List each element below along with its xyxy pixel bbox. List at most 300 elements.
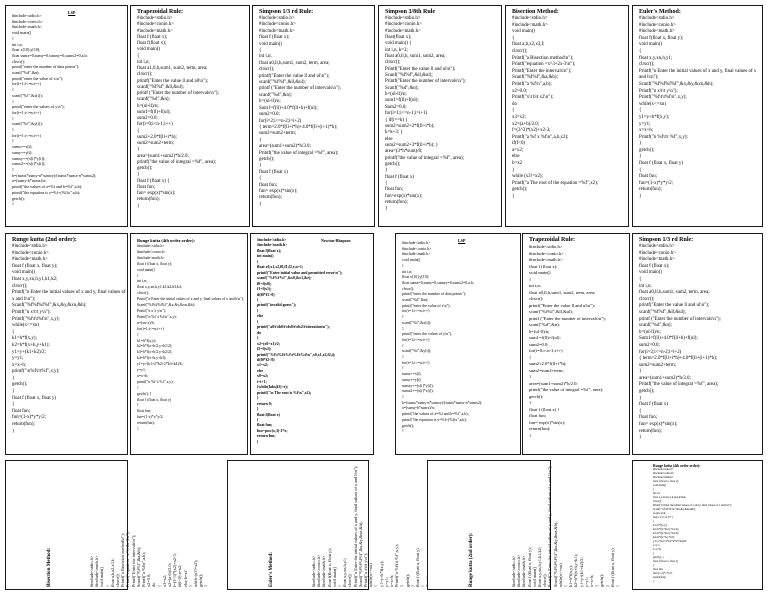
code-line: float fun;: [259, 182, 278, 188]
code-line: {: [420, 584, 426, 587]
code-line: fun=(1-x)*y*y/2;: [12, 415, 46, 421]
code-line: printf("enter the values of y\n");: [402, 332, 453, 337]
code-line: float a0,ll,h,sum1, sum2, term, area;: [529, 289, 596, 295]
code-line: n=(xn-x)/h;: [653, 512, 666, 515]
code-line: sum2=sum2+term;: [639, 362, 677, 368]
code-line: {: [402, 366, 404, 371]
card-bisection: [505, 5, 629, 227]
code-line: printf("the value of integral =%f", area);: [385, 155, 464, 161]
code-line: }: [402, 355, 404, 360]
code-line: float x,y,xn,h,y1;: [639, 55, 673, 61]
card-code: [639, 16, 761, 201]
code-line: scanf("%d",&n);: [529, 322, 560, 327]
card-code: [137, 16, 249, 210]
code-line: printf("the values of a=%f and b=%f",a,b);: [12, 184, 83, 190]
code-line: f=(3^3)*(x2)+x2-3;: [512, 128, 551, 134]
code-line: getch();: [512, 187, 528, 193]
code-line: a=(sumy-b*sumx)/n;: [12, 178, 47, 184]
code-line: if(f<0): [512, 141, 526, 147]
code-line: }: [259, 201, 262, 207]
code-line: {: [529, 276, 532, 282]
code-line: k4=h*f(x+h,y+k3);: [137, 356, 167, 361]
code-line: x=x+h;: [639, 128, 654, 134]
code-line: y1=y+(k1+2*k2+2*k3+k4)/6;: [137, 362, 183, 367]
code-line: }: [259, 163, 262, 169]
code-line: #include<math.h>: [12, 24, 42, 30]
code-line: Printf("n x \t y\n");: [137, 308, 166, 313]
code-line: {: [639, 276, 642, 282]
code-line: printf("Enter initial value and permitted error\n");: [257, 270, 343, 275]
code-line: getch();: [198, 573, 204, 587]
code-line: #include<conio.h>: [529, 250, 564, 256]
code-line: }: [653, 580, 655, 583]
code-line: float x[10],y[10];: [402, 275, 430, 280]
code-line: sum2+2.0*f(ll+i*h);: [137, 134, 177, 140]
code-line: int main(): [257, 254, 274, 259]
code-line: #include<math.h>: [653, 476, 674, 479]
code-line: k1=h*f(x,y);: [12, 336, 37, 342]
code-line: scanf("%f%f",&ll,&ul);: [529, 309, 574, 314]
card-simpson-38: [378, 5, 502, 227]
code-line: x2=0.0;: [146, 573, 152, 587]
code-line: }: [604, 584, 610, 587]
card-title: Simpson 1/3 rd Rule:: [639, 237, 694, 243]
code-line: }: [12, 201, 14, 207]
code-line: if(f0*f2<0): [257, 357, 275, 362]
code-line: #include<conio.h>: [316, 554, 322, 587]
code-line: {: [12, 329, 15, 335]
code-line: for(i=0;i<n-1;i++): [137, 122, 173, 128]
code-line: scanf("%f",&y[i]);: [402, 349, 432, 354]
code-line: void main(): [639, 270, 662, 276]
code-line: float a0,ll,h,sum1, sum2, term, area;: [639, 290, 710, 296]
code-line: }: [137, 385, 139, 390]
code-line: float f (float x) {: [137, 178, 170, 184]
code-line: #include<stdio.h>: [311, 555, 316, 587]
code-line: {: [137, 403, 139, 408]
code-line: }: [529, 374, 532, 379]
code-line: }: [187, 584, 193, 587]
card-code: [653, 468, 753, 584]
code-line: sum1=f(ll)+f(ul);: [137, 109, 171, 115]
code-line: sum1=f(ll)+f(ul);: [529, 335, 561, 340]
code-line: {: [512, 108, 515, 114]
card-title: Euler's Method:: [269, 552, 274, 587]
card-runge-kutta-2: [5, 233, 128, 455]
card-code: [12, 13, 127, 207]
code-line: y1=y+(k1+k2)/2;: [578, 557, 584, 587]
code-line: getch(); }: [137, 391, 152, 396]
code-line: k3=h*f(x+h/2,y+k2/2);: [653, 532, 679, 535]
code-line: void main(): [653, 484, 667, 487]
code-line: fun=(1-x)*y*y/2;: [653, 572, 673, 575]
code-line: {: [373, 584, 379, 587]
code-line: scanf("%f",&x[i]);: [12, 92, 43, 98]
code-line: }: [402, 429, 404, 434]
code-line: }: [12, 375, 15, 381]
code-line: Scanf("%f%f%f%f",&x,&y,&xn,&h);: [552, 521, 558, 587]
code-line: k2=h*f(x+h/2,y+k1/2);: [137, 344, 173, 349]
card-title: Euler's Method:: [639, 9, 681, 15]
code-line: clrscr();: [542, 573, 548, 587]
code-line: x=x+h;: [589, 574, 595, 587]
code-line: fun=exp(x)*sin(x);: [385, 193, 423, 199]
code-line: float f (float x) {: [529, 406, 560, 412]
code-line: {: [639, 48, 642, 54]
code-line: x=x+h;: [389, 574, 395, 587]
code-line: {: [257, 319, 259, 324]
code-line: {: [639, 108, 642, 114]
code-line: while(x<=xn): [368, 563, 374, 587]
code-line: clrscr();: [529, 296, 544, 301]
code-line: }: [529, 432, 532, 438]
code-line: printf ("Enter the number of intervals\n");: [529, 315, 606, 321]
code-line: void main(): [12, 30, 32, 36]
code-line: float f (float x, float y);: [137, 261, 173, 266]
code-line: for(i=2;i<=n-2;i=i+2): [259, 118, 302, 124]
code-line: h=(ul-ll)/n;: [137, 103, 159, 109]
code-line: }: [257, 407, 259, 412]
code-line: return(fun);: [259, 195, 282, 201]
code-line: int i,n;: [137, 279, 147, 284]
code-line: {: [257, 259, 259, 264]
code-line: int i,n;: [402, 269, 413, 274]
code-line: printf ("Enter the number of intervals\n");: [137, 91, 219, 96]
code-line: if(f<0) a=x2;: [177, 564, 183, 587]
code-line: }: [257, 439, 259, 444]
code-line: return fun;: [257, 434, 276, 439]
code-line: clrscr();: [12, 283, 28, 289]
code-line: }: [639, 194, 642, 200]
code-line: clrscr();: [639, 62, 655, 68]
code-line: while(x<=xn): [557, 563, 563, 587]
code-line: float fun;: [653, 568, 664, 571]
card-trapezoidal: [130, 5, 250, 227]
code-line: printf("\n%f\t\t%f",x,y);: [12, 369, 60, 375]
code-line: area=(sum1+sum2)*h/2.0;: [529, 380, 578, 386]
code-line: a=(sumy-b*sumx)/n;: [402, 406, 435, 411]
card-newton-rhapson: [250, 233, 374, 455]
code-line: float a0,ll,h,sum1, sum2, term, area;: [259, 60, 330, 66]
code-line: printf("a0\t\tb0\t\tfx0\t\tfx2\t\titeration\n");: [257, 325, 330, 330]
code-line: Printf("n Enter the initial values of x and y, final values of x and h\n");: [639, 68, 758, 81]
code-line: Scanf("%f%f%f%f",&x,&y,&xn,&h);: [357, 521, 363, 587]
code-line: float fun;: [639, 415, 658, 421]
code-line: #include<conio.h>: [402, 246, 432, 251]
code-line: getch();: [259, 156, 275, 162]
code-line: void main(): [137, 47, 160, 53]
code-line: float f (float x, float y);: [653, 480, 679, 483]
code-line: sum2=sum2+term;: [137, 141, 175, 146]
code-line: float a,b,x2,x3,f;: [109, 558, 115, 587]
code-line: sum2=0.0;: [529, 341, 549, 347]
card-title: Trapezoidal Rule:: [529, 237, 576, 243]
code-line: getch(); }: [653, 556, 664, 559]
code-line: y=y1;: [137, 368, 146, 373]
code-line: sum2=0.0;: [259, 112, 280, 118]
code-line: float x,y,xn,h,y1;: [342, 557, 348, 587]
code-line: clrscr();: [402, 286, 415, 291]
code-line: float f (float x);: [137, 34, 168, 40]
code-line: #include<stdio.h>: [137, 16, 173, 21]
code-line: sum2=sum2+2*f(ll+i*h);: [385, 123, 435, 129]
code-line: #include<stdio.h>: [12, 244, 48, 249]
code-line: printf("n %f \t %f",x,y);: [137, 379, 174, 384]
code-line: Printf("n Enter the initial values of x and y, final values of x and h\n");: [12, 290, 127, 302]
code-line: fun= exp(x)*sin(x);: [259, 188, 298, 194]
code-line: Printf("n %f\t\t %f",x,y);: [394, 544, 400, 587]
code-line: x2=(x0+x1)/2;: [257, 341, 281, 346]
code-line: y1=y+h*f(x,y);: [378, 560, 384, 587]
code-line: }: [399, 584, 405, 587]
code-line: #include<stdio.h>: [259, 16, 295, 21]
code-line: void main(): [639, 42, 662, 48]
code-line: Printf("n x\t\t y\n");: [363, 552, 369, 587]
card-trapezoidal-2: [522, 233, 630, 455]
code-line: }: [12, 389, 15, 395]
code-line: float f (float x): [259, 169, 288, 175]
code-line: }: [137, 203, 140, 209]
code-line: getch();: [402, 423, 415, 428]
code-line: else b=x2: [182, 570, 188, 587]
code-line: }: [12, 98, 14, 104]
code-line: float f (float x);: [529, 263, 558, 269]
code-line: k=k+3; }: [385, 130, 403, 136]
code-line: #include<conio.h>: [639, 22, 676, 28]
code-line: scanf("%d",&n);: [259, 92, 292, 98]
code-line: sum1=f(ll)+f(ul);: [385, 98, 419, 104]
code-line: clrscr();: [259, 67, 275, 73]
code-line: printf("enter the number of data points");: [402, 292, 467, 297]
code-line: x0=x2;: [257, 374, 269, 379]
card-runge-kutta-4: [130, 233, 248, 455]
code-line: #include<stdio.h>: [89, 555, 94, 587]
code-line: f=(3^3)*(x2)+x2-3;: [172, 553, 178, 587]
code-line: #include<math.h>: [259, 28, 295, 34]
code-line: do: [512, 101, 517, 107]
code-line: float f (float x);: [639, 263, 670, 269]
code-line: return(fun);: [385, 199, 408, 205]
code-line: getch();: [639, 389, 655, 395]
code-line: for(i=1;i<=n;i++): [12, 81, 41, 87]
code-line: float x,y,xn,h,y1,k1,k2,k3,k4;: [653, 496, 686, 499]
code-line: #include<stdio.h>: [639, 244, 675, 249]
code-line: n=(xn-x)/h;: [137, 320, 155, 325]
code-line: printf("the equation is y=%f+(%f)x",a,b);: [12, 189, 81, 195]
code-line: printf ("Enter the number of intervals\n");: [639, 316, 721, 322]
code-line: Printf("n x\t\t y\n");: [639, 88, 678, 94]
code-line: Scanf("%f%f%f%f",&x,&y,&xn,&h);: [639, 81, 714, 87]
code-line: {: [104, 584, 110, 587]
code-line: }: [12, 127, 14, 133]
code-line: sum2=0.0;: [639, 342, 660, 348]
card-title: Runge kutta (4th order order):: [653, 464, 701, 468]
code-line: {: [12, 402, 15, 408]
code-line: {: [402, 263, 404, 268]
code-line: }: [385, 206, 388, 212]
code-line: #include<stdio.h>: [402, 241, 431, 245]
card-code: [402, 241, 520, 435]
code-line: getch();: [12, 382, 28, 388]
code-line: int i,n;: [259, 54, 272, 60]
code-line: }: [653, 552, 655, 555]
code-line: {: [563, 584, 569, 587]
code-line: x=x+h;: [12, 362, 27, 368]
code-line: x2=0.0;: [512, 88, 528, 94]
code-line: float a0,ll,h, sum1, sum2, area;: [385, 54, 446, 60]
code-line: return(fun);: [639, 187, 662, 193]
code-line: scanf("%f%f",&ll,&ul);: [137, 84, 184, 90]
code-line: getch();: [137, 166, 153, 171]
code-line: scanf("%d",&n);: [12, 70, 40, 76]
code-line: y=y1;: [383, 576, 389, 587]
code-line: #include<conio.h>: [385, 22, 422, 28]
code-line: Printf("equation =x^3+2x-3\n");: [512, 62, 576, 68]
code-line: #include<stdio.h>: [639, 16, 675, 21]
code-line: {: [653, 564, 655, 567]
code-line: i=i+1;: [257, 379, 267, 384]
code-line: Sum1=f(ll)+4.0*f(ll+h)+f(ul);: [639, 336, 698, 342]
code-line: #include<math.h>: [137, 28, 173, 34]
code-line: for(i=2;i<=n-2;i=i+2): [639, 349, 682, 355]
code-line: scanf("%f%f",&ll,&ul);: [259, 80, 306, 86]
code-line: Printf("Enter the intervals\n");: [130, 534, 136, 587]
code-line: float f (float x, float y): [653, 560, 679, 563]
code-line: }: [639, 369, 642, 375]
code-line: scanf("%f",&x[i]);: [402, 320, 432, 325]
code-line: return(fun);: [137, 197, 160, 203]
code-line: Printf("the value of integral =%f", area);: [639, 382, 719, 388]
code-line: {: [402, 315, 404, 320]
card-lsp-2: [395, 233, 521, 455]
code-line: {: [385, 180, 388, 186]
code-line: }: [639, 435, 642, 441]
code-line: getch();: [385, 161, 401, 167]
code-line: }: [512, 194, 515, 200]
code-line: Printf("Enter the intervals\n");: [512, 68, 572, 74]
code-line: #include<conio.h>: [516, 554, 522, 587]
code-line: float f (float x, float y);: [12, 263, 58, 269]
code-line: for(i=1;i<=n;i++): [402, 309, 430, 314]
code-line: else: [257, 368, 264, 373]
code-line: #include<conio.h>: [653, 472, 675, 475]
code-line: float f(float x): [257, 412, 280, 417]
code-line: x=x+h;: [137, 373, 149, 378]
code-line: {: [653, 520, 655, 523]
code-line: return(fun);: [529, 426, 551, 431]
code-line: { term=2.0*f(ll+i*h)+4.0*f(ll+(i+1)*h);: [639, 356, 718, 362]
code-line: y=y1;: [639, 121, 651, 127]
code-line: else: [385, 136, 393, 142]
code-line: void main(): [402, 258, 421, 263]
code-line: {: [529, 354, 532, 360]
rotated-text: [10, 531, 245, 587]
code-line: float x0,x1,x2,f0,f1,f2,e,n=1;: [257, 265, 304, 270]
code-line: scanf("%d",&n);: [137, 97, 170, 103]
code-line: y=y1;: [12, 356, 24, 362]
code-line: float fun;: [257, 423, 273, 428]
code-line: {: [639, 408, 642, 414]
code-line: fun= exp(x)*sin(x);: [639, 422, 678, 428]
code-line: sum2=sum2+term;: [259, 131, 297, 137]
code-line: {: [653, 488, 655, 491]
code-line: fun=(1-x)*y*y/2;: [137, 415, 164, 420]
code-line: y=y1;: [583, 576, 589, 587]
code-line: }: [639, 395, 642, 401]
code-line: #include<stdio.h>: [511, 555, 516, 587]
code-line: int i,n;: [12, 41, 23, 47]
code-line: x2=(a+b)/2.0;: [167, 563, 173, 587]
code-line: float fun;: [137, 184, 156, 190]
code-line: sum2+2.0*f(ll+i*h);: [529, 361, 567, 366]
code-line: }: [402, 394, 404, 399]
code-line: float f (float x, float y);: [526, 547, 532, 587]
code-line: scanf("%d",&n);: [402, 298, 429, 303]
code-line: printf("the values of a=%f and b=%f",a,b);: [402, 412, 469, 417]
code-line: getch();: [529, 393, 544, 399]
code-line: printf("Enter the value ll and ul\n");: [259, 73, 330, 79]
code-line: Printf("equation =x^3+2x-3\n");: [125, 531, 131, 587]
code-line: clrscr();: [512, 48, 528, 54]
code-line: fun= exp(x)*sin(x);: [529, 419, 566, 425]
code-line: int i,n;: [137, 59, 150, 65]
code-line: float f(float x, float y);: [639, 35, 684, 41]
code-line: #include<math.h>: [512, 22, 548, 28]
card-title: Runge kutta (2nd order):: [12, 237, 77, 243]
card-bisection-rotated: [5, 460, 209, 590]
code-line: printf("invalid guess");: [257, 303, 297, 308]
code-line: x3=x2;: [161, 574, 167, 587]
code-line: printf("Enter the value ll and ul\n");: [529, 302, 595, 308]
code-line: }: [402, 326, 404, 331]
code-line: Printf("n Enter the initial values of x and y, final values of x and h\n");: [352, 465, 358, 587]
code-line: sum2=sum2+3*f(ll+i*h); }: [385, 142, 439, 148]
code-line: k2=h*f(x+h,y+k1);: [573, 553, 579, 587]
code-line: Scanf("%f%f",&a,&b);: [512, 75, 558, 81]
code-line: Scanf("%f%f%f%f",&x,&y,&xn,&h);: [12, 303, 87, 309]
card-tag: Newton-Rhapson: [321, 238, 351, 243]
code-line: sum2=0.0;: [137, 116, 158, 121]
code-line: k2=h*f(x+h/2,y+k1/2);: [653, 528, 679, 531]
code-line: Printf("the value of integral =%f", area);: [259, 150, 339, 156]
code-line: }: [257, 308, 259, 313]
code-line: #include<stdio.h>: [512, 16, 548, 21]
code-line: a=x2;: [512, 147, 524, 153]
card-code: [385, 16, 501, 213]
code-line: {: [337, 584, 343, 587]
code-line: float x,y,xn,h,y1,k1,k2;: [537, 547, 543, 587]
code-line: }: [512, 167, 515, 173]
code-line: return(fun);: [12, 422, 35, 428]
code-line: {: [12, 138, 14, 144]
code-line: clrscr();: [639, 296, 655, 302]
code-line: Printf("n Enter the initial values of x and y, final values of x and h\n");: [653, 504, 732, 507]
code-line: getch();: [599, 573, 605, 587]
code-line: {: [156, 584, 162, 587]
code-line: }: [137, 172, 140, 178]
code-line: b=(sumx*sumy-n*sumxy)/(sumx*sumx-n*sumx2);: [402, 400, 483, 405]
code-line: printf("the equation is y=%f+(%f)x",a,b);: [402, 417, 467, 422]
code-line: }: [259, 137, 262, 143]
code-line: getch();: [639, 147, 655, 153]
code-line: return(fun);: [653, 576, 667, 579]
code-line: scanf("%d",&n);: [639, 323, 672, 329]
code-line: Sum2=0.0;: [385, 104, 407, 110]
code-line: float fun;: [137, 409, 152, 414]
code-line: void main(): [99, 566, 105, 587]
code-line: Printf("n x\t\t y\n");: [12, 309, 51, 315]
code-line: printf("the value of integral =%f", area);: [529, 387, 604, 392]
